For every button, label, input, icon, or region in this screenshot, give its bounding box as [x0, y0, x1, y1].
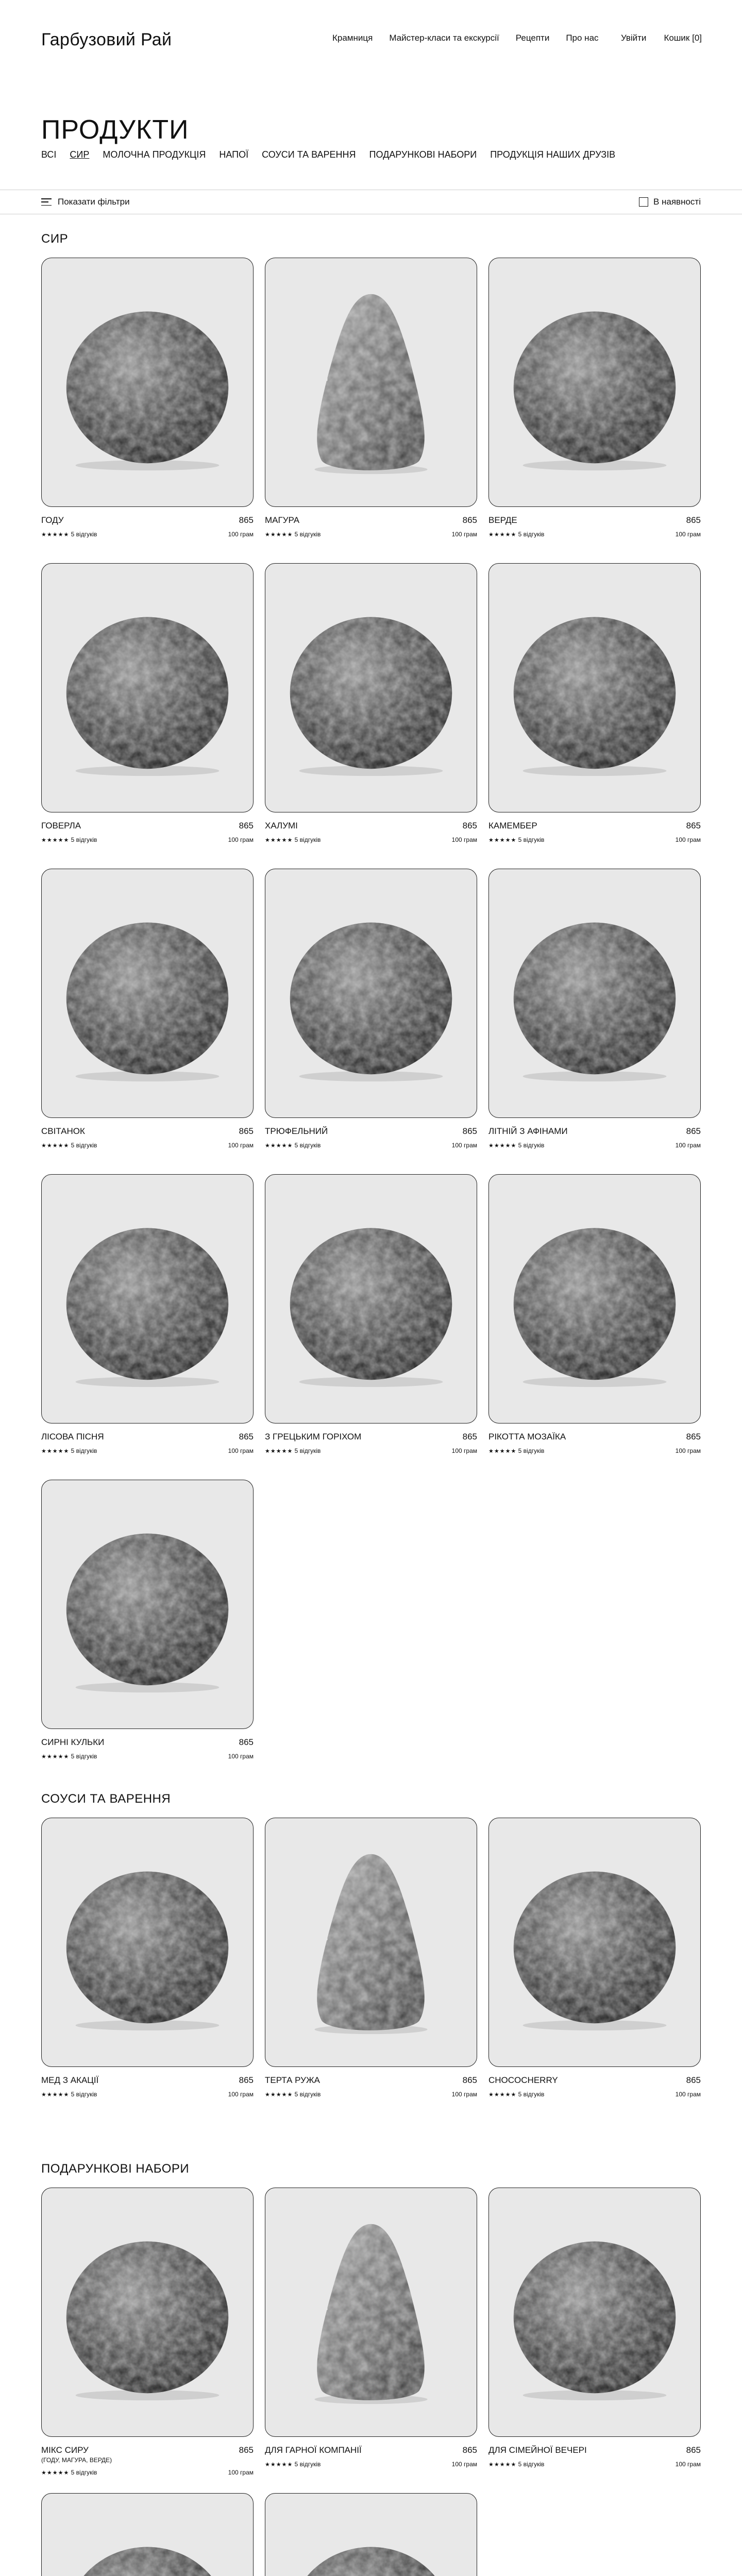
- cheese-wheel-icon: [42, 564, 253, 812]
- cheese-wheel-icon: [42, 258, 253, 506]
- product-card[interactable]: [265, 258, 477, 538]
- product-weight: 100 грам: [228, 1142, 254, 1149]
- product-weight: 100 грам: [675, 2091, 701, 2098]
- product-card[interactable]: [265, 1174, 477, 1454]
- product-card[interactable]: [265, 2493, 477, 2576]
- filter-icon: [41, 198, 52, 206]
- product-name[interactable]: ДЛЯ ГАРНОЇ КОМПАНІЇ: [265, 2445, 362, 2455]
- product-image[interactable]: [41, 1174, 254, 1423]
- product-card[interactable]: [488, 258, 701, 538]
- product-card[interactable]: [265, 1818, 477, 2098]
- product-reviews[interactable]: 5 відгуків: [71, 1447, 97, 1454]
- product-weight: 100 грам: [675, 2461, 701, 2468]
- product-image[interactable]: [41, 2188, 254, 2437]
- cheese-wheel-icon: [265, 1175, 477, 1423]
- product-name[interactable]: МАГУРА: [265, 515, 300, 525]
- product-rating: [265, 2091, 321, 2098]
- section-title: СИР: [41, 232, 69, 246]
- product-price: 865: [686, 2445, 701, 2455]
- product-price: 865: [239, 1126, 254, 1136]
- product-name[interactable]: CHOCOCHERRY: [488, 2075, 558, 2085]
- product-weight: 100 грам: [675, 1447, 701, 1454]
- product-name[interactable]: СВІТАНОК: [41, 1126, 85, 1136]
- product-price: 865: [239, 1737, 254, 1747]
- star-rating-icon: ★★★★★: [265, 2092, 293, 2098]
- in-stock-label: В наявності: [653, 197, 701, 207]
- product-name[interactable]: МЕД З АКАЦІЇ: [41, 2075, 99, 2085]
- product-card[interactable]: [265, 2188, 477, 2468]
- product-reviews[interactable]: 5 відгуків: [294, 1142, 321, 1149]
- product-card[interactable]: [265, 869, 477, 1149]
- nav-item-recipes[interactable]: Рецепти: [515, 33, 550, 43]
- product-image[interactable]: [265, 2188, 477, 2437]
- product-rating: [488, 2091, 544, 2098]
- product-weight: 100 грам: [451, 2461, 477, 2468]
- product-price: 865: [462, 1126, 477, 1136]
- cheese-cone-icon: [265, 258, 477, 506]
- cheese-wheel-icon: [489, 869, 700, 1117]
- cheese-wheel-icon: [489, 2188, 700, 2436]
- product-price: 865: [686, 2075, 701, 2085]
- product-image[interactable]: [41, 1818, 254, 2067]
- product-price: 865: [686, 1432, 701, 1442]
- product-rating: [488, 1447, 544, 1454]
- product-card[interactable]: [488, 1818, 701, 2098]
- section-title: ПОДАРУНКОВІ НАБОРИ: [41, 2162, 190, 2176]
- product-weight: 100 грам: [451, 531, 477, 538]
- cheese-cone-icon: [265, 2188, 477, 2436]
- star-rating-icon: ★★★★★: [41, 837, 70, 843]
- product-name[interactable]: ГОДУ: [41, 515, 64, 525]
- star-rating-icon: ★★★★★: [488, 1448, 517, 1454]
- product-image[interactable]: [41, 1480, 254, 1729]
- show-filters-button[interactable]: [41, 197, 130, 207]
- product-weight: 100 грам: [228, 836, 254, 843]
- product-rating: [488, 1142, 544, 1149]
- product-subtitle: (ГОДУ, МАГУРА, ВЕРДЕ): [41, 2456, 112, 2464]
- product-price: 865: [686, 821, 701, 831]
- product-weight: 100 грам: [228, 2469, 254, 2476]
- cheese-cone-icon: [265, 1818, 477, 2066]
- cheese-wheel-icon: [42, 1480, 253, 1728]
- product-reviews[interactable]: 5 відгуків: [294, 836, 321, 843]
- cheese-wheel-icon: [489, 1818, 700, 2066]
- product-reviews[interactable]: 5 відгуків: [518, 836, 545, 843]
- star-rating-icon: ★★★★★: [265, 1143, 293, 1149]
- product-name[interactable]: ЛІСОВА ПІСНЯ: [41, 1432, 104, 1442]
- star-rating-icon: ★★★★★: [265, 837, 293, 843]
- product-weight: 100 грам: [228, 1753, 254, 1760]
- product-card[interactable]: [41, 563, 254, 843]
- cheese-wheel-icon: [42, 1175, 253, 1423]
- product-weight: 100 грам: [451, 836, 477, 843]
- product-rating: [265, 836, 321, 843]
- page-title: ПРОДУКТИ: [41, 115, 189, 145]
- star-rating-icon: ★★★★★: [488, 532, 517, 538]
- product-price: 865: [462, 821, 477, 831]
- product-rating: [265, 1447, 321, 1454]
- site-header: [0, 0, 742, 77]
- cheese-wheel-icon: [42, 869, 253, 1117]
- tab-friends[interactable]: ПРОДУКЦІЯ НАШИХ ДРУЗІВ: [490, 149, 616, 160]
- product-weight: 100 грам: [228, 531, 254, 538]
- cheese-wheel-icon: [265, 564, 477, 812]
- product-reviews[interactable]: 5 відгуків: [71, 1142, 97, 1149]
- product-card[interactable]: [488, 563, 701, 843]
- product-rating: [265, 1142, 321, 1149]
- product-reviews[interactable]: 5 відгуків: [518, 1142, 545, 1149]
- product-price: 865: [462, 2445, 477, 2455]
- tab-drinks[interactable]: НАПОЇ: [219, 149, 249, 160]
- product-price: 865: [239, 2075, 254, 2085]
- star-rating-icon: ★★★★★: [41, 532, 70, 538]
- star-rating-icon: ★★★★★: [488, 837, 517, 843]
- product-reviews[interactable]: 5 відгуків: [71, 2469, 97, 2476]
- product-image[interactable]: [41, 869, 254, 1118]
- product-price: 865: [686, 515, 701, 525]
- product-reviews[interactable]: 5 відгуків: [71, 836, 97, 843]
- cheese-wheel-icon: [489, 258, 700, 506]
- product-weight: 100 грам: [451, 2091, 477, 2098]
- product-price: 865: [462, 1432, 477, 1442]
- product-image[interactable]: [488, 258, 701, 507]
- product-card[interactable]: [265, 563, 477, 843]
- star-rating-icon: ★★★★★: [265, 2462, 293, 2468]
- product-name[interactable]: КАМЕМБЕР: [488, 821, 537, 831]
- tab-gift-sets[interactable]: ПОДАРУНКОВІ НАБОРИ: [369, 149, 477, 160]
- product-image[interactable]: [488, 563, 701, 812]
- star-rating-icon: ★★★★★: [488, 2092, 517, 2098]
- site-logo[interactable]: Гарбузовий Рай: [41, 30, 172, 49]
- product-card[interactable]: [41, 258, 254, 538]
- product-image[interactable]: [488, 1174, 701, 1423]
- product-weight: 100 грам: [451, 1142, 477, 1149]
- product-weight: 100 грам: [675, 1142, 701, 1149]
- product-name[interactable]: ВЕРДЕ: [488, 515, 517, 525]
- product-price: 865: [239, 2445, 254, 2455]
- product-rating: [265, 531, 321, 538]
- nav-item-workshops[interactable]: Майстер-класи та екскурсії: [389, 33, 499, 43]
- product-price: 865: [239, 515, 254, 525]
- product-name[interactable]: ДЛЯ СІМЕЙНОЇ ВЕЧЕРІ: [488, 2445, 587, 2455]
- product-reviews[interactable]: 5 відгуків: [71, 2091, 97, 2098]
- star-rating-icon: ★★★★★: [41, 1448, 70, 1454]
- product-reviews[interactable]: 5 відгуків: [518, 1447, 545, 1454]
- product-image[interactable]: [265, 2493, 477, 2576]
- star-rating-icon: ★★★★★: [488, 2462, 517, 2468]
- product-rating: [488, 836, 544, 843]
- product-reviews[interactable]: 5 відгуків: [518, 531, 545, 538]
- star-rating-icon: ★★★★★: [41, 1754, 70, 1760]
- product-rating: [41, 1753, 97, 1760]
- product-image[interactable]: [265, 869, 477, 1118]
- cheese-wheel-icon: [42, 2494, 253, 2576]
- product-card[interactable]: [41, 869, 254, 1149]
- product-rating: [41, 1142, 97, 1149]
- product-name[interactable]: СИРНІ КУЛЬКИ: [41, 1737, 105, 1747]
- product-rating: [41, 2091, 97, 2098]
- product-name[interactable]: ХАЛУМІ: [265, 821, 298, 831]
- product-rating: [265, 2461, 321, 2468]
- product-weight: 100 грам: [675, 836, 701, 843]
- product-rating: [41, 836, 97, 843]
- product-image[interactable]: [41, 258, 254, 507]
- product-reviews[interactable]: 5 відгуків: [294, 2461, 321, 2468]
- filter-bar: [0, 190, 742, 214]
- product-image[interactable]: [488, 869, 701, 1118]
- product-card[interactable]: [488, 2188, 701, 2468]
- in-stock-toggle[interactable]: [639, 197, 701, 207]
- nav-item-about[interactable]: Про нас: [566, 33, 599, 43]
- cheese-wheel-icon: [42, 2188, 253, 2436]
- tab-all[interactable]: ВСІ: [41, 149, 57, 160]
- product-image[interactable]: [488, 1818, 701, 2067]
- product-card[interactable]: [41, 1818, 254, 2098]
- star-rating-icon: ★★★★★: [265, 532, 293, 538]
- product-card[interactable]: [41, 2188, 254, 2476]
- product-image[interactable]: [265, 1174, 477, 1423]
- product-weight: 100 грам: [228, 2091, 254, 2098]
- product-image[interactable]: [265, 258, 477, 507]
- product-rating: [488, 2461, 544, 2468]
- user-nav: [621, 33, 702, 43]
- product-name[interactable]: ТЕРТА РУЖА: [265, 2075, 320, 2085]
- product-image[interactable]: [265, 1818, 477, 2067]
- cheese-wheel-icon: [265, 869, 477, 1117]
- product-card[interactable]: [41, 2493, 254, 2576]
- tab-cheese[interactable]: СИР: [70, 149, 90, 160]
- product-reviews[interactable]: 5 відгуків: [294, 2091, 321, 2098]
- product-image[interactable]: [488, 2188, 701, 2437]
- product-reviews[interactable]: 5 відгуків: [518, 2091, 545, 2098]
- cheese-wheel-icon: [42, 1818, 253, 2066]
- star-rating-icon: ★★★★★: [265, 1448, 293, 1454]
- product-reviews[interactable]: 5 відгуків: [71, 531, 97, 538]
- product-image[interactable]: [41, 563, 254, 812]
- login-link[interactable]: Увійти: [621, 33, 647, 43]
- product-reviews[interactable]: 5 відгуків: [294, 1447, 321, 1454]
- tab-dairy[interactable]: МОЛОЧНА ПРОДУКЦІЯ: [103, 149, 206, 160]
- product-rating: [488, 531, 544, 538]
- product-rating: [41, 2469, 97, 2476]
- product-reviews[interactable]: 5 відгуків: [518, 2461, 545, 2468]
- section-title: СОУСИ ТА ВАРЕННЯ: [41, 1792, 171, 1806]
- product-price: 865: [686, 1126, 701, 1136]
- star-rating-icon: ★★★★★: [41, 2092, 70, 2098]
- star-rating-icon: ★★★★★: [488, 1143, 517, 1149]
- product-rating: [41, 1447, 97, 1454]
- product-card[interactable]: [41, 1480, 254, 1760]
- product-reviews[interactable]: 5 відгуків: [294, 531, 321, 538]
- product-image[interactable]: [265, 563, 477, 812]
- product-reviews[interactable]: 5 відгуків: [71, 1753, 97, 1760]
- category-tabs: [41, 149, 615, 160]
- product-price: 865: [462, 2075, 477, 2085]
- show-filters-label: Показати фільтри: [58, 197, 130, 207]
- main-nav: [332, 33, 599, 43]
- product-price: 865: [239, 821, 254, 831]
- product-name[interactable]: ТРЮФЕЛЬНИЙ: [265, 1126, 328, 1136]
- cheese-wheel-icon: [265, 2494, 477, 2576]
- cheese-wheel-icon: [489, 1175, 700, 1423]
- product-rating: [41, 531, 97, 538]
- in-stock-checkbox[interactable]: [639, 197, 648, 207]
- tab-sauces[interactable]: СОУСИ ТА ВАРЕННЯ: [262, 149, 356, 160]
- product-weight: 100 грам: [675, 531, 701, 538]
- product-name[interactable]: ГОВЕРЛА: [41, 821, 81, 831]
- product-weight: 100 грам: [451, 1447, 477, 1454]
- product-card[interactable]: [41, 1174, 254, 1454]
- star-rating-icon: ★★★★★: [41, 2470, 70, 2476]
- product-card[interactable]: [488, 869, 701, 1149]
- product-price: 865: [462, 515, 477, 525]
- nav-item-shop[interactable]: Крамниця: [332, 33, 373, 43]
- product-name[interactable]: ЛІТНІЙ З АФІНАМИ: [488, 1126, 568, 1136]
- product-name[interactable]: МІКС СИРУ: [41, 2445, 89, 2455]
- product-image[interactable]: [41, 2493, 254, 2576]
- product-name[interactable]: З ГРЕЦЬКИМ ГОРІХОМ: [265, 1432, 362, 1442]
- star-rating-icon: ★★★★★: [41, 1143, 70, 1149]
- product-weight: 100 грам: [228, 1447, 254, 1454]
- product-card[interactable]: [488, 1174, 701, 1454]
- product-name[interactable]: РІКОТТА МОЗАЇКА: [488, 1432, 566, 1442]
- product-price: 865: [239, 1432, 254, 1442]
- cart-link[interactable]: Кошик [0]: [664, 33, 702, 43]
- cheese-wheel-icon: [489, 564, 700, 812]
